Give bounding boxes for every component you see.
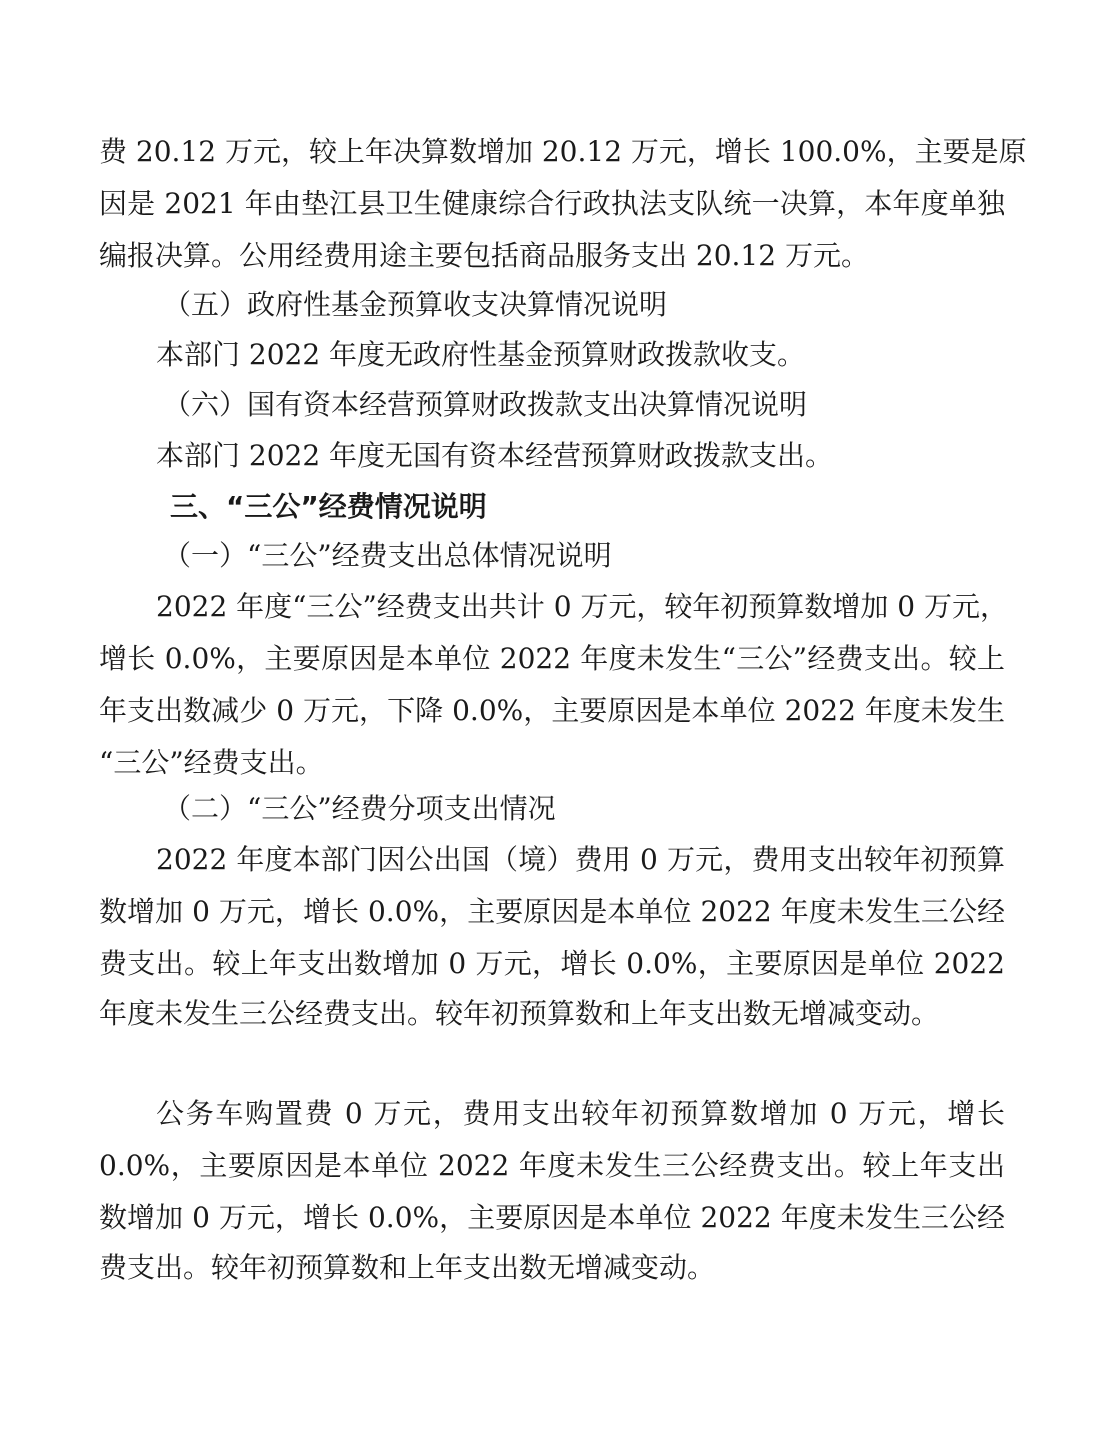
subsection-heading: （五）政府性基金预算收支决算情况说明 <box>163 288 668 321</box>
subsection-heading: （二）“三公”经费分项支出情况 <box>163 792 556 825</box>
paragraph-line: 本部门 2022 年度无政府性基金预算财政拨款收支。 <box>156 338 806 371</box>
paragraph-line: 年度未发生三公经费支出。较年初预算数和上年支出数无增减变动。 <box>99 997 940 1030</box>
paragraph-line: 数增加 0 万元，增长 0.0%，主要原因是本单位 2022 年度未发生三公经 <box>99 1201 1005 1234</box>
paragraph-line: 费支出。较年初预算数和上年支出数无增减变动。 <box>99 1251 716 1284</box>
paragraph-line: 数增加 0 万元，增长 0.0%，主要原因是本单位 2022 年度未发生三公经 <box>99 895 1005 928</box>
paragraph-line: 2022 年度本部门因公出国（境）费用 0 万元，费用支出较年初预算 <box>156 843 1005 876</box>
paragraph-line: 费支出。较上年支出数增加 0 万元，增长 0.0%，主要原因是单位 2022 <box>99 947 1005 980</box>
paragraph-line: 公务车购置费 0 万元，费用支出较年初预算数增加 0 万元，增长 <box>156 1097 1005 1130</box>
paragraph-line: 0.0%，主要原因是本单位 2022 年度未发生三公经费支出。较上年支出 <box>99 1149 1005 1182</box>
paragraph-line: 年支出数减少 0 万元，下降 0.0%，主要原因是本单位 2022 年度未发生 <box>99 694 1005 727</box>
paragraph-line: 编报决算。公用经费用途主要包括商品服务支出 20.12 万元。 <box>99 239 869 272</box>
paragraph-line: 本部门 2022 年度无国有资本经营预算财政拨款支出。 <box>156 439 834 472</box>
subsection-heading: （六）国有资本经营预算财政拨款支出决算情况说明 <box>163 388 808 421</box>
subsection-heading: （一）“三公”经费支出总体情况说明 <box>163 539 612 572</box>
paragraph-line: 增长 0.0%，主要原因是本单位 2022 年度未发生“三公”经费支出。较上 <box>99 642 1005 675</box>
paragraph-line: 费 20.12 万元，较上年决算数增加 20.12 万元，增长 100.0%，主要是原 <box>99 135 1027 168</box>
section-heading: 三、“三公”经费情况说明 <box>170 490 487 523</box>
paragraph-line: “三公”经费支出。 <box>99 746 324 779</box>
paragraph-line: 因是 2021 年由垫江县卫生健康综合行政执法支队统一决算，本年度单独 <box>99 187 1005 220</box>
paragraph-line: 2022 年度“三公”经费支出共计 0 万元，较年初预算数增加 0 万元， <box>156 590 1009 623</box>
